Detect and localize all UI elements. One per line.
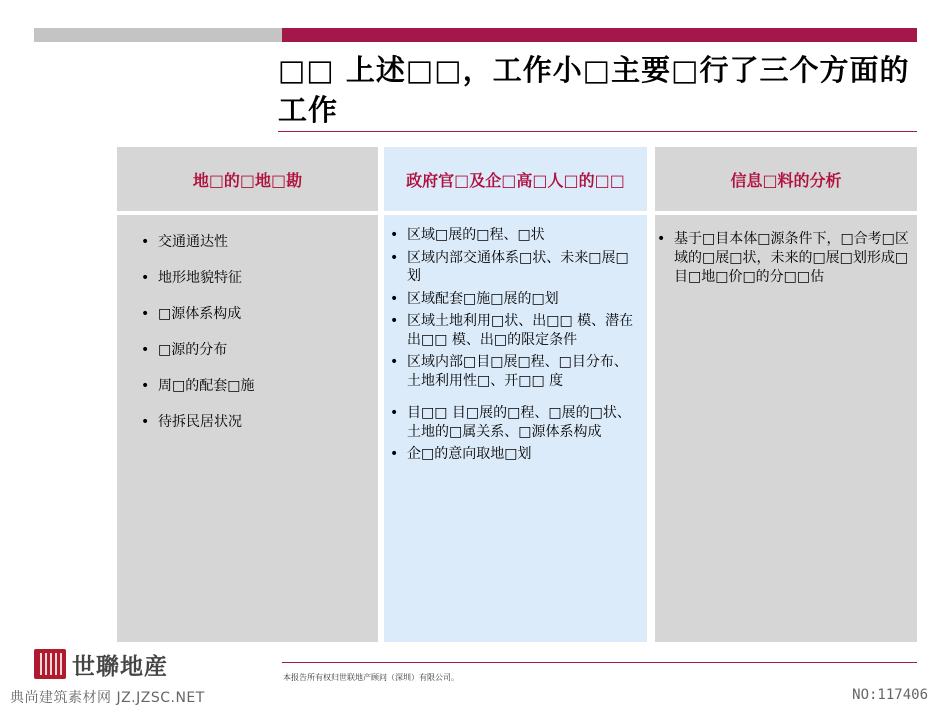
title-divider xyxy=(278,131,917,132)
list-item: • 区域□展的□程、□状 xyxy=(390,226,640,245)
list-item: • 企□的意向取地□划 xyxy=(390,445,640,464)
list-item: • 区域土地利用□状、出□□ 模、潜在出□□ 模、出□的限定条件 xyxy=(390,312,640,349)
top-bar-accent xyxy=(282,28,917,42)
column-data-analysis xyxy=(655,147,917,642)
watermark-site: 典尚建筑素材网 JZ.JZSC.NET xyxy=(10,690,205,706)
column-separator xyxy=(117,211,378,215)
bullet-list xyxy=(657,230,915,287)
list-item: • □源体系构成 xyxy=(141,305,371,323)
column-heading: 地□的□地□勘 xyxy=(117,147,378,211)
column-site-survey xyxy=(117,147,378,642)
list-item: • 区域内部□目□展□程、□目分布、土地利用性□、开□□ 度 xyxy=(390,353,640,390)
bullet-list xyxy=(390,226,640,468)
list-item: • 周□的配套□施 xyxy=(141,377,371,395)
column-interviews xyxy=(384,147,647,642)
list-item: • 交通通达性 xyxy=(141,233,371,251)
list-item: • 目□□ 目□展的□程、□展的□状、土地的□属关系、□源体系构成 xyxy=(390,404,640,441)
top-bar-gray xyxy=(34,28,282,42)
list-item: • 待拆民居状况 xyxy=(141,413,371,431)
footer-divider xyxy=(282,662,917,663)
list-item: • □源的分布 xyxy=(141,341,371,359)
watermark-number: NO:117406 xyxy=(852,687,928,703)
list-item: • 区域配套□施□展的□划 xyxy=(390,290,640,309)
company-logo-text: 世聯地産 xyxy=(72,653,168,680)
column-separator xyxy=(655,211,917,215)
copyright-notice: 本报告所有权归世联地产顾问（深圳）有限公司。 xyxy=(283,673,459,682)
list-item: • 地形地貌特征 xyxy=(141,269,371,287)
column-heading: 政府官□及企□高□人□的□□ xyxy=(384,147,647,211)
logo-mark-icon xyxy=(34,649,66,679)
bullet-list xyxy=(141,233,371,449)
column-heading: 信息□料的分析 xyxy=(655,147,917,211)
slide-title: □□ 上述□□，工作小□主要□行了三个方面的工作 xyxy=(278,53,910,127)
list-item: • 区域内部交通体系□状、未来□展□划 xyxy=(390,249,640,286)
column-separator xyxy=(384,211,647,215)
list-item: • 基于□目本体□源条件下，□合考□区域的□展□状，未来的□展□划形成□目□地□价□的分□□估 xyxy=(657,230,915,287)
